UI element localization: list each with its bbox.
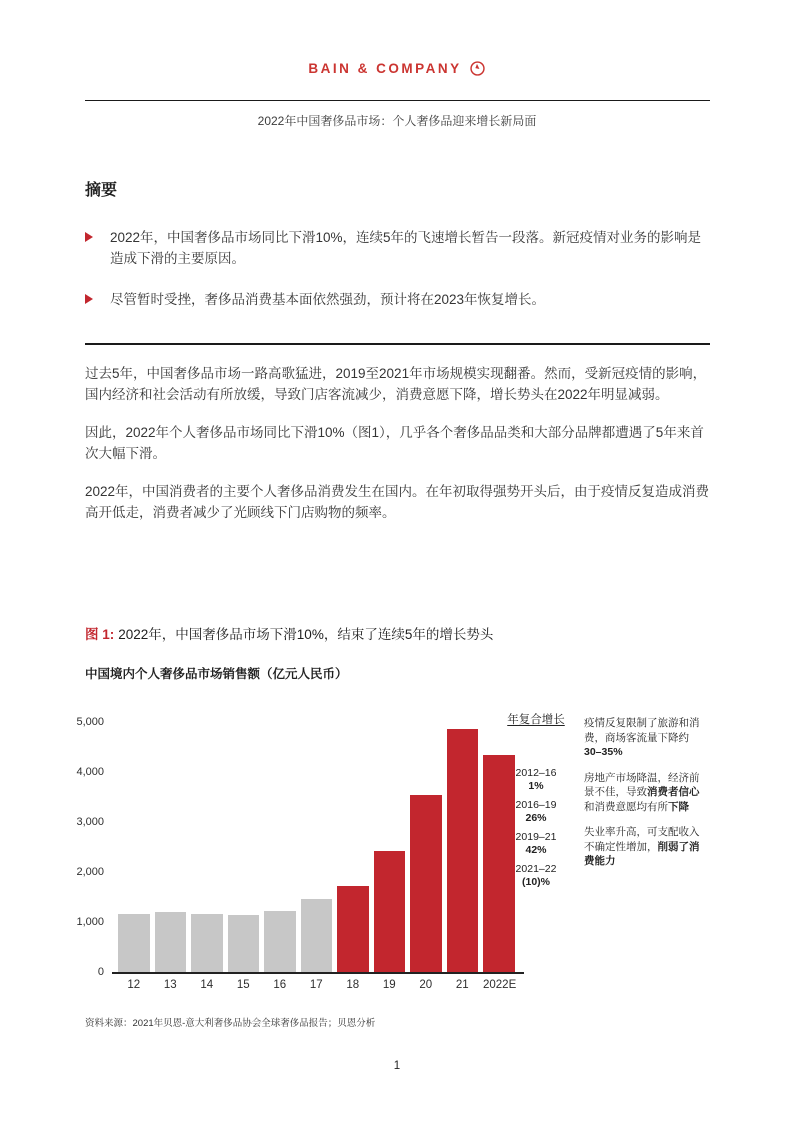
x-label-17: [301, 979, 333, 991]
brand-name: BAIN & COMPANY: [308, 61, 462, 76]
x-label-18: [337, 979, 369, 991]
cagr-value: 42%: [525, 844, 547, 856]
x-label-14: [191, 979, 223, 991]
body-paragraph-1: 过去5年，中国奢侈品市场一路高歌猛进，2019至2021年市场规模实现翻番。然而，受新冠疫情的影响，国内经济和社会活动有所放缓，导致门店客流减少，消费意愿下降，增长势头在2022年明显减弱。: [85, 366, 707, 402]
chart-title: 中国境内个人奢侈品市场销售额（亿元人民币）: [85, 667, 348, 681]
bar-20: [410, 795, 442, 973]
y-tick-0: 0: [97, 966, 104, 978]
annotation-text: 房地产市场降温，经济前景不佳，导致: [584, 771, 700, 798]
figure-caption: [85, 623, 493, 643]
x-label-text: 17: [309, 979, 323, 991]
cagr-value: 1%: [528, 780, 544, 792]
bar-chart: [76, 716, 524, 991]
x-label-text: 18: [346, 979, 360, 991]
bar-18: [337, 886, 369, 973]
y-tick-2,000: 2,000: [76, 866, 104, 878]
y-tick-4,000: 4,000: [76, 766, 104, 778]
summary-heading: 摘要: [85, 182, 118, 199]
body-paragraph-2: 因此，2022年个人奢侈品市场同比下滑10%（图1），几乎各个奢侈品品类和大部分品牌都遭遇了5年来首次大幅下滑。: [85, 425, 704, 461]
x-label-19: [374, 979, 406, 991]
bullet-text: 尽管暂时受挫，奢侈品消费基本面依然强劲，预计将在2023年恢复增长。: [110, 292, 546, 307]
cagr-entry-2019–21: [497, 831, 575, 857]
bar-15: [228, 915, 260, 972]
x-label-2022E: [483, 979, 516, 991]
chart-annotation-1: [584, 716, 706, 760]
annotation-bold-text: 削弱了消费能力: [584, 840, 700, 867]
x-label-text: 16: [273, 979, 287, 991]
x-label-text: 21: [455, 979, 469, 991]
figure-label: 图 1:: [85, 627, 115, 642]
x-label-text: 14: [200, 979, 214, 991]
cagr-period: 2016–19: [515, 799, 557, 811]
x-label-21: [447, 979, 479, 991]
header-divider: [85, 100, 710, 101]
bar-12: [118, 914, 150, 973]
section-divider: [85, 343, 710, 345]
cagr-header: 年复合增长: [507, 714, 565, 726]
summary-bullet-2: [85, 289, 713, 310]
cagr-entry-2016–19: [497, 799, 575, 825]
annotation-text: 疫情反复限制了旅游和消费，商场客流量下降约: [584, 717, 700, 744]
y-tick-3,000: 3,000: [76, 816, 104, 828]
annotation-bold-text: 30–35%: [584, 746, 623, 758]
x-label-12: [118, 979, 150, 991]
annotation-bold-text: 下降: [668, 800, 689, 813]
x-label-text: 15: [236, 979, 250, 991]
figure-caption-text: 2022年，中国奢侈品市场下滑10%，结束了连续5年的增长势头: [118, 627, 494, 642]
brand-logo: [0, 60, 794, 77]
annotation-text: 失业率升高，可支配收入不确定性增加，: [584, 826, 700, 853]
chart-annotation-3: [584, 825, 706, 869]
cagr-column: [497, 711, 575, 895]
bullet-triangle-icon: [85, 294, 93, 304]
page-number: 1: [393, 1060, 401, 1072]
y-tick-1,000: 1,000: [76, 916, 104, 928]
annotation-text: 和消费意愿均有所: [584, 800, 668, 813]
summary-bullet-list: [85, 227, 713, 330]
x-label-16: [264, 979, 296, 991]
x-label-text: 12: [127, 979, 141, 991]
cagr-entries: [497, 767, 575, 889]
body-paragraph-3: 2022年，中国消费者的主要个人奢侈品消费发生在国内。在年初取得强势开头后，由于疫情反复造成消费高开低走，消费者减少了光顾线下门店购物的频率。: [85, 484, 710, 520]
chart-annotations: [584, 716, 706, 880]
document-subtitle: 2022年中国奢侈品市场：个人奢侈品迎来增长新局面: [257, 114, 537, 128]
cagr-value: 26%: [525, 812, 547, 824]
x-label-text: 13: [163, 979, 177, 991]
x-label-20: [410, 979, 442, 991]
source-note: 资料来源：2021年贝恩-意大利奢侈品协会全球奢侈品报告；贝恩分析: [85, 1018, 376, 1029]
bar-21: [447, 729, 479, 973]
x-label-15: [228, 979, 260, 991]
bar-19: [374, 851, 406, 972]
bain-compass-icon: [469, 60, 486, 77]
cagr-period: 2012–16: [515, 767, 557, 779]
x-label-text: 20: [419, 979, 433, 991]
bullet-triangle-icon: [85, 232, 93, 242]
chart-plot-area: [76, 716, 524, 978]
x-label-13: [155, 979, 187, 991]
x-label-text: 19: [382, 979, 396, 991]
chart-annotation-2: [584, 771, 706, 815]
bar-17: [301, 899, 333, 972]
bar-16: [264, 911, 296, 972]
annotation-bold-text: 消费者信心: [647, 786, 700, 798]
bar-13: [155, 912, 187, 972]
cagr-period: 2019–21: [515, 831, 557, 843]
bullet-text: 2022年，中国奢侈品市场同比下滑10%，连续5年的飞速增长暂告一段落。新冠疫情对业务的影响是造成下滑的主要原因。: [110, 230, 702, 266]
x-label-text: 2022E: [483, 979, 517, 991]
x-axis-labels: [112, 979, 524, 991]
bar-14: [191, 914, 223, 973]
y-tick-5,000: 5,000: [76, 716, 104, 728]
body-text: [85, 364, 713, 541]
cagr-entry-2012–16: [497, 767, 575, 793]
cagr-period: 2021–22: [515, 863, 557, 875]
summary-bullet-1: [85, 227, 713, 269]
cagr-entry-2021–22: [497, 863, 575, 889]
cagr-value: (10)%: [521, 876, 550, 888]
